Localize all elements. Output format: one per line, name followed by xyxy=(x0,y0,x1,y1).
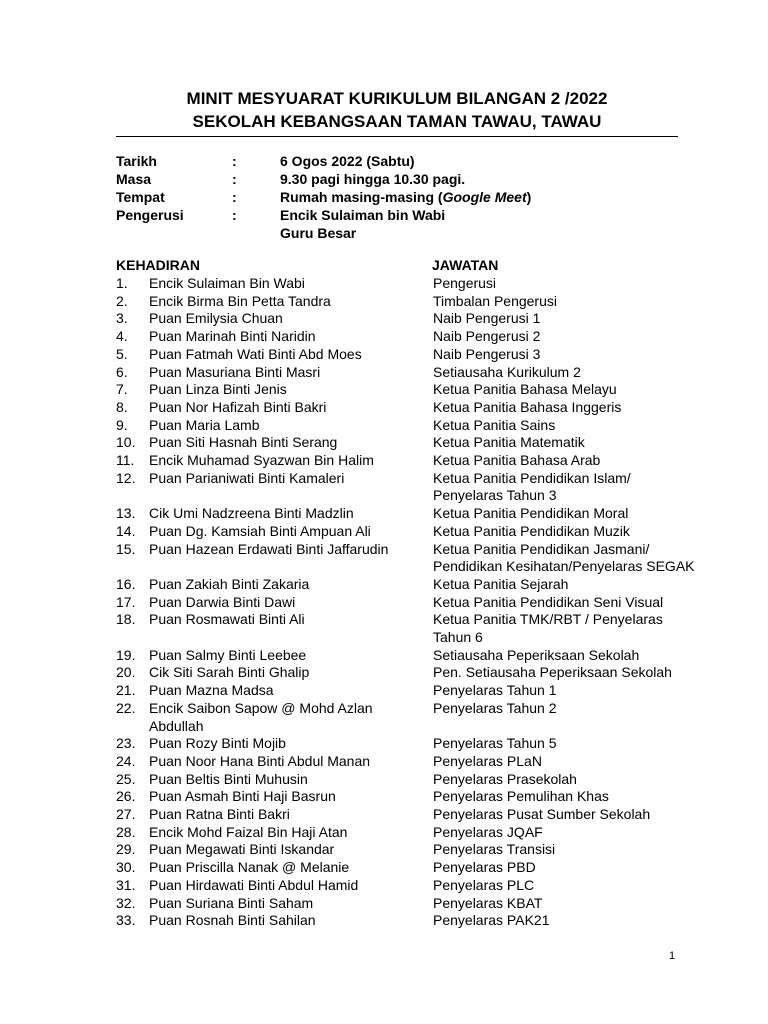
attendee-name-line: Puan Priscilla Nanak @ Melanie xyxy=(149,859,350,876)
attendee-role-line: Penyelaras KBAT xyxy=(433,894,543,911)
list-item xyxy=(0,841,768,859)
list-item xyxy=(0,753,768,771)
meta-row-masa xyxy=(116,170,676,188)
attendee-role-line: Naib Pengerusi 1 xyxy=(433,310,541,327)
item-number: 4. xyxy=(116,328,128,345)
list-item xyxy=(0,877,768,895)
attendee-role-line: Penyelaras Pemulihan Khas xyxy=(433,788,609,805)
attendee-role-line: Penyelaras Prasekolah xyxy=(433,770,577,787)
list-item xyxy=(0,735,768,753)
attendee-name-line: Abdullah xyxy=(149,717,204,734)
item-number: 28. xyxy=(116,823,136,840)
attendee-role xyxy=(433,806,733,824)
meeting-details xyxy=(116,152,676,242)
attendee-name xyxy=(149,470,411,505)
kehadiran-header: KEHADIRAN xyxy=(116,257,200,273)
item-number: 3. xyxy=(116,310,128,327)
page-number: 1 xyxy=(669,950,676,962)
attendee-role-line: Penyelaras PLC xyxy=(433,876,535,893)
item-number: 2. xyxy=(116,292,128,309)
list-item xyxy=(0,346,768,364)
item-number: 19. xyxy=(116,646,136,663)
list-item xyxy=(0,682,768,700)
attendee-name xyxy=(149,735,411,753)
attendee-role xyxy=(433,452,733,470)
list-item xyxy=(0,788,768,806)
tempat-label: Tempat xyxy=(116,189,165,205)
attendee-role-line: Ketua Panitia Bahasa Inggeris xyxy=(433,398,622,415)
list-item xyxy=(0,594,768,612)
attendee-role xyxy=(433,700,733,718)
attendee-name-line: Encik Birma Bin Petta Tandra xyxy=(149,292,331,309)
attendee-name-line: Puan Dg. Kamsiah Binti Ampuan Ali xyxy=(149,522,371,539)
attendee-role xyxy=(433,771,733,789)
attendee-name-line: Puan Parianiwati Binti Kamaleri xyxy=(149,469,345,486)
item-number: 31. xyxy=(116,876,136,893)
attendee-role-line: Penyelaras Tahun 1 xyxy=(433,682,557,699)
list-item xyxy=(0,523,768,541)
attendee-role xyxy=(433,594,733,612)
list-item xyxy=(0,452,768,470)
attendee-role xyxy=(433,647,733,665)
attendee-name xyxy=(149,664,411,682)
attendee-role-line: Ketua Panitia Pendidikan Jasmani/ xyxy=(433,540,650,557)
pengerusi-title: Guru Besar xyxy=(280,225,357,241)
attendee-role-line: Penyelaras Pusat Sumber Sekolah xyxy=(433,806,651,823)
item-number: 30. xyxy=(116,859,136,876)
attendee-name xyxy=(149,594,411,612)
item-number: 20. xyxy=(116,664,136,681)
item-number: 16. xyxy=(116,575,136,592)
attendee-name-line: Puan Noor Hana Binti Abdul Manan xyxy=(149,752,371,769)
meta-row-tarikh xyxy=(116,152,676,170)
list-item xyxy=(0,664,768,682)
title-divider xyxy=(116,136,678,137)
attendee-role xyxy=(433,735,733,753)
attendee-name-line: Puan Marinah Binti Naridin xyxy=(149,328,316,345)
attendee-name-line: Puan Beltis Binti Muhusin xyxy=(149,770,308,787)
list-item xyxy=(0,505,768,523)
item-number: 17. xyxy=(116,593,136,610)
list-item xyxy=(0,364,768,382)
meta-row-tempat xyxy=(116,188,676,206)
item-number: 22. xyxy=(116,699,136,716)
attendee-role xyxy=(433,310,733,328)
attendee-name xyxy=(149,895,411,913)
attendee-role-line: Ketua Panitia Bahasa Melayu xyxy=(433,381,617,398)
attendee-name-line: Encik Muhamad Syazwan Bin Halim xyxy=(149,452,374,469)
attendee-name-line: Puan Mazna Madsa xyxy=(149,682,274,699)
attendance-headers xyxy=(0,257,768,275)
attendee-name-line: Puan Masuriana Binti Masri xyxy=(149,363,321,380)
attendee-role-line: Penyelaras PLaN xyxy=(433,752,542,769)
attendee-name xyxy=(149,310,411,328)
attendee-role-line: Timbalan Pengerusi xyxy=(433,292,557,309)
list-item xyxy=(0,399,768,417)
attendee-role xyxy=(433,682,733,700)
item-number: 15. xyxy=(116,540,136,557)
attendee-name xyxy=(149,788,411,806)
colon: : xyxy=(232,207,237,223)
attendee-role-line: Pendidikan Kesihatan/Penyelaras SEGAK xyxy=(433,558,695,575)
attendee-role xyxy=(433,434,733,452)
list-item xyxy=(0,912,768,930)
document-subtitle: SEKOLAH KEBANGSAAN TAMAN TAWAU, TAWAU xyxy=(192,112,602,131)
colon: : xyxy=(232,153,237,169)
attendee-role xyxy=(433,275,733,293)
item-number: 27. xyxy=(116,806,136,823)
attendee-name-line: Puan Nor Hafizah Binti Bakri xyxy=(149,398,327,415)
attendee-name-line: Puan Maria Lamb xyxy=(149,416,260,433)
item-number: 5. xyxy=(116,345,128,362)
attendee-name xyxy=(149,647,411,665)
list-item xyxy=(0,541,768,576)
attendee-name xyxy=(149,700,411,735)
attendee-role-line: Ketua Panitia Sejarah xyxy=(433,575,569,592)
attendee-role xyxy=(433,346,733,364)
masa-value: 9.30 pagi hingga 10.30 pagi. xyxy=(280,171,466,187)
attendee-role xyxy=(433,753,733,771)
list-item xyxy=(0,700,768,735)
item-number: 25. xyxy=(116,770,136,787)
attendee-name xyxy=(149,541,411,576)
attendee-role xyxy=(433,293,733,311)
attendee-role-line: Ketua Panitia Pendidikan Islam/ xyxy=(433,469,631,486)
attendee-name-line: Puan Rosmawati Binti Ali xyxy=(149,611,305,628)
attendee-role-line: Ketua Panitia Sains xyxy=(433,416,556,433)
attendee-role xyxy=(433,611,733,646)
attendee-name xyxy=(149,912,411,930)
attendee-role-line: Ketua Panitia Matematik xyxy=(433,434,585,451)
attendee-role-line: Penyelaras PBD xyxy=(433,859,536,876)
attendee-role xyxy=(433,841,733,859)
attendee-role-line: Ketua Panitia Pendidikan Moral xyxy=(433,505,629,522)
item-number: 7. xyxy=(116,381,128,398)
attendee-role xyxy=(433,664,733,682)
attendee-name xyxy=(149,859,411,877)
list-item xyxy=(0,310,768,328)
attendee-name xyxy=(149,434,411,452)
jawatan-header: JAWATAN xyxy=(432,257,499,273)
attendee-name xyxy=(149,452,411,470)
tarikh-label: Tarikh xyxy=(116,153,157,169)
attendee-role xyxy=(433,788,733,806)
attendee-role xyxy=(433,859,733,877)
item-number: 32. xyxy=(116,894,136,911)
attendee-role-line: Ketua Panitia Pendidikan Seni Visual xyxy=(433,593,664,610)
attendee-name-line: Cik Siti Sarah Binti Ghalip xyxy=(149,664,310,681)
list-item xyxy=(0,647,768,665)
attendee-name-line: Puan Salmy Binti Leebee xyxy=(149,646,307,663)
attendee-role-line: Setiausaha Peperiksaan Sekolah xyxy=(433,646,640,663)
attendee-role-line: Tahun 6 xyxy=(433,629,483,646)
list-item xyxy=(0,275,768,293)
item-number: 6. xyxy=(116,363,128,380)
attendee-name xyxy=(149,293,411,311)
item-number: 12. xyxy=(116,469,136,486)
list-item xyxy=(0,771,768,789)
attendee-name-line: Encik Mohd Faizal Bin Haji Atan xyxy=(149,823,348,840)
tempat-value xyxy=(280,188,531,206)
list-item xyxy=(0,806,768,824)
attendee-role xyxy=(433,364,733,382)
attendee-name-line: Puan Darwia Binti Dawi xyxy=(149,593,296,610)
attendee-name-line: Puan Suriana Binti Saham xyxy=(149,894,314,911)
tempat-value-italic: Google Meet xyxy=(442,189,527,205)
attendee-name-line: Puan Asmah Binti Haji Basrun xyxy=(149,788,336,805)
attendee-role-line: Naib Pengerusi 2 xyxy=(433,328,541,345)
attendee-role-line: Penyelaras Transisi xyxy=(433,841,556,858)
attendee-name xyxy=(149,275,411,293)
attendee-name-line: Puan Zakiah Binti Zakaria xyxy=(149,575,310,592)
item-number: 23. xyxy=(116,735,136,752)
attendee-name-line: Puan Hazean Erdawati Binti Jaffarudin xyxy=(149,540,389,557)
attendee-role-line: Naib Pengerusi 3 xyxy=(433,345,541,362)
attendee-name xyxy=(149,399,411,417)
attendee-name xyxy=(149,682,411,700)
attendee-role xyxy=(433,912,733,930)
tempat-value-suffix: ) xyxy=(526,189,532,205)
list-item xyxy=(0,293,768,311)
item-number: 29. xyxy=(116,841,136,858)
attendee-name xyxy=(149,364,411,382)
attendee-name-line: Puan Hirdawati Binti Abdul Hamid xyxy=(149,876,359,893)
attendee-name-line: Encik Saibon Sapow @ Mohd Azlan xyxy=(149,699,373,716)
attendee-name xyxy=(149,346,411,364)
list-item xyxy=(0,824,768,842)
item-number: 18. xyxy=(116,611,136,628)
attendee-name-line: Puan Linza Binti Jenis xyxy=(149,381,287,398)
attendee-name-line: Encik Sulaiman Bin Wabi xyxy=(149,275,305,291)
attendee-role xyxy=(433,523,733,541)
attendee-name-line: Puan Siti Hasnah Binti Serang xyxy=(149,434,338,451)
list-item xyxy=(0,434,768,452)
attendee-role-line: Penyelaras JQAF xyxy=(433,823,543,840)
attendee-name xyxy=(149,806,411,824)
attendee-name xyxy=(149,824,411,842)
attendee-name xyxy=(149,381,411,399)
meta-row-pengerusi-title xyxy=(116,224,676,242)
attendee-name-line: Cik Umi Nadzreena Binti Madzlin xyxy=(149,505,354,522)
item-number: 10. xyxy=(116,434,136,451)
item-number: 13. xyxy=(116,505,136,522)
attendee-role-line: Ketua Panitia Pendidikan Muzik xyxy=(433,522,630,539)
document-title: MINIT MESYUARAT KURIKULUM BILANGAN 2 /2022 xyxy=(186,89,608,108)
tarikh-value: 6 Ogos 2022 (Sabtu) xyxy=(280,153,415,169)
attendee-role-line: Penyelaras Tahun 2 xyxy=(433,699,557,716)
item-number: 1. xyxy=(116,275,128,291)
list-item xyxy=(0,576,768,594)
attendee-role xyxy=(433,824,733,842)
attendee-role-line: Penyelaras Tahun 3 xyxy=(433,487,557,504)
colon: : xyxy=(232,189,237,205)
attendee-role xyxy=(433,505,733,523)
tempat-value-prefix: Rumah masing-masing ( xyxy=(280,189,443,205)
list-item xyxy=(0,895,768,913)
list-item xyxy=(0,381,768,399)
attendee-role-line: Pen. Setiausaha Peperiksaan Sekolah xyxy=(433,664,672,681)
attendee-role xyxy=(433,470,733,505)
item-number: 21. xyxy=(116,682,136,699)
item-number: 33. xyxy=(116,912,136,929)
attendee-role-line: Ketua Panitia Bahasa Arab xyxy=(433,452,601,469)
attendee-name xyxy=(149,576,411,594)
attendee-name-line: Puan Ratna Binti Bakri xyxy=(149,806,290,823)
attendee-role xyxy=(433,541,733,576)
attendee-name xyxy=(149,417,411,435)
attendee-role-line: Ketua Panitia TMK/RBT / Penyelaras xyxy=(433,611,663,628)
attendee-name xyxy=(149,611,411,646)
attendee-list xyxy=(0,275,768,930)
attendee-role xyxy=(433,328,733,346)
list-item xyxy=(0,859,768,877)
masa-label: Masa xyxy=(116,171,152,187)
attendee-name xyxy=(149,753,411,771)
attendee-role xyxy=(433,417,733,435)
attendee-name xyxy=(149,523,411,541)
attendee-role xyxy=(433,877,733,895)
attendee-name xyxy=(149,328,411,346)
attendee-role-line: Pengerusi xyxy=(433,275,497,291)
attendee-role-line: Penyelaras PAK21 xyxy=(433,912,550,929)
colon: : xyxy=(232,171,237,187)
attendee-name xyxy=(149,877,411,895)
list-item xyxy=(0,417,768,435)
attendee-name-line: Puan Rosnah Binti Sahilan xyxy=(149,912,316,929)
attendee-name xyxy=(149,505,411,523)
attendee-role xyxy=(433,576,733,594)
item-number: 24. xyxy=(116,752,136,769)
attendee-name xyxy=(149,841,411,859)
attendee-name-line: Puan Megawati Binti Iskandar xyxy=(149,841,335,858)
item-number: 14. xyxy=(116,522,136,539)
attendee-role xyxy=(433,399,733,417)
item-number: 8. xyxy=(116,398,128,415)
attendee-role xyxy=(433,381,733,399)
item-number: 26. xyxy=(116,788,136,805)
attendee-role-line: Penyelaras Tahun 5 xyxy=(433,735,557,752)
meta-row-pengerusi xyxy=(116,206,676,224)
list-item xyxy=(0,611,768,646)
item-number: 11. xyxy=(116,452,135,469)
attendee-name-line: Puan Rozy Binti Mojib xyxy=(149,735,286,752)
attendee-name-line: Puan Emilysia Chuan xyxy=(149,310,283,327)
pengerusi-label: Pengerusi xyxy=(116,207,184,223)
attendee-name xyxy=(149,771,411,789)
list-item xyxy=(0,470,768,505)
attendee-name-line: Puan Fatmah Wati Binti Abd Moes xyxy=(149,345,362,362)
item-number: 9. xyxy=(116,416,128,433)
pengerusi-value: Encik Sulaiman bin Wabi xyxy=(280,207,446,223)
attendee-role xyxy=(433,895,733,913)
attendee-role-line: Setiausaha Kurikulum 2 xyxy=(433,363,581,380)
list-item xyxy=(0,328,768,346)
